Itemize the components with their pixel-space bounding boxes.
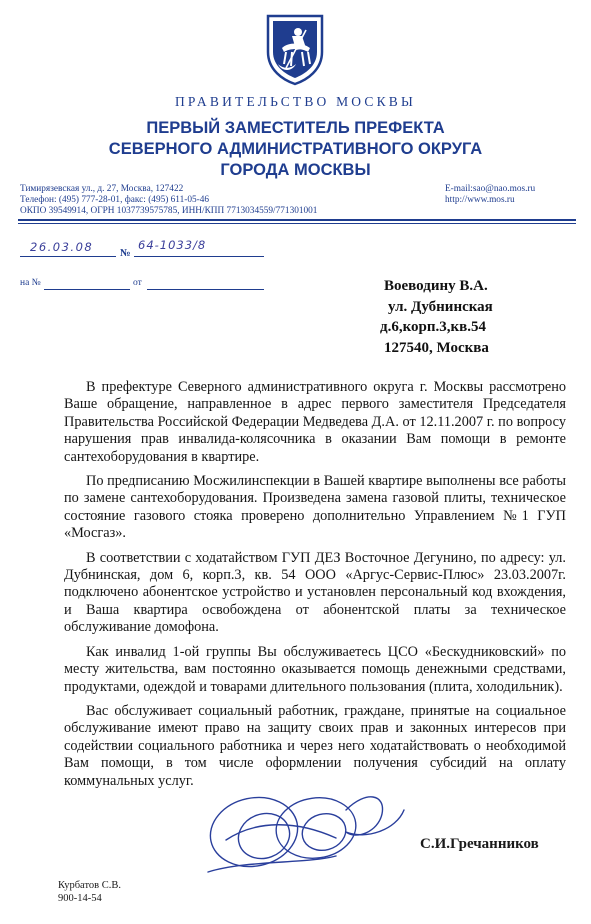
online-contacts	[445, 184, 535, 206]
recipient-line: д.6,корп.3,кв.54	[380, 319, 487, 335]
body-paragraph: В префектуре Северного административного округа г. Москвы рассмотрено Ваше обращение, направленное в адрес первого заместителя Председателя Правительства Российской Федерации Медведева Д.А. от 12.11.2007 г. по вопросу нарушения прав инвалида-колясочника в оказании Вам помощи в ремонте сантехоборудования в квартире.	[64, 379, 566, 465]
body-paragraph: В соответствии с ходатайством ГУП ДЕЗ Восточное Дегунино, по адресу: ул. Дубнинская, дом 6, корп.3, кв. 54 ООО «Аргус-Сервис-Плюс» 23.03.2007г. подключено абонентское устройство и установлен персональный код вхождения, и Ваша квартира освобождена от абонентской платы за техническое обслуживание домофона.	[64, 549, 566, 636]
address-text: Тимирязевская ул., д. 27, Москва, 127422	[20, 184, 184, 194]
signer-name: С.И.Гречанников	[420, 836, 539, 852]
handwritten-date: 26.03.08	[30, 240, 94, 254]
body-paragraph: Как инвалид 1-ой группы Вы обслуживаетесь ЦСО «Бескудниковский» по месту жительства, вам постоянно оказывается помощь денежными средствами, продуктами, одеждой и товарами длительного пользования (плита, холодильник).	[64, 643, 566, 695]
reference-number-label: на №	[20, 278, 41, 288]
executor-name: Курбатов С.В.	[58, 880, 121, 891]
date-underline	[20, 256, 116, 257]
header-divider	[18, 219, 576, 221]
reference-number-underline	[44, 289, 130, 290]
phone-text: Телефон: (495) 777-28-01, факс: (495) 611-05-46	[20, 195, 210, 205]
website-link[interactable]: http://www.mos.ru	[445, 195, 515, 205]
recipient-block	[380, 276, 493, 358]
email-link[interactable]: E-mail:sao@nao.mos.ru	[445, 184, 536, 194]
office-title	[0, 118, 591, 181]
government-title: ПРАВИТЕЛЬСТВО МОСКВЫ	[174, 94, 416, 109]
body-paragraph: Вас обслуживает социальный работник, граждане, принятые на социальное обслуживание имеют право на защиту своих прав и законных интересов при содействии социального работника и через него ходатайствовать о необходимой Вам помощи, в том числе оформлении получения субсидий на оплату коммунальных услуг.	[64, 702, 566, 789]
handwritten-number: 64-1033/8	[138, 238, 207, 252]
number-sign: №	[120, 248, 131, 259]
executor-phone: 900-14-54	[58, 893, 102, 904]
codes-text: ОКПО 39549914, ОГРН 1037739575785, ИНН/КПП 7713034559/771301001	[20, 206, 318, 216]
recipient-line: 127540, Москва	[384, 339, 489, 356]
body-paragraph: По предписанию Мосжилинспекции в Вашей квартире выполнены все работы по замене сантехоборудования. Произведена замена газовой плиты, техническое состояние газового стояка проверено дополнительно Управлением №1 ГУП «Мосгаз».	[64, 473, 566, 542]
recipient-line: ул. Дубнинская	[388, 298, 493, 315]
contact-block	[20, 184, 317, 217]
reference-date-label: от	[133, 278, 142, 288]
recipient-line: Воеводину В.А.	[384, 278, 488, 294]
letter-body	[64, 379, 566, 790]
number-underline	[134, 256, 264, 257]
handwritten-signature	[196, 780, 410, 890]
office-title-line: ПЕРВЫЙ ЗАМЕСТИТЕЛЬ ПРЕФЕКТА	[146, 119, 445, 137]
moscow-coat-of-arms-icon	[262, 12, 328, 86]
office-title-line: ГОРОДА МОСКВЫ	[220, 161, 371, 179]
executor-block	[58, 879, 121, 905]
reference-date-underline	[147, 289, 264, 290]
office-title-line: СЕВЕРНОГО АДМИНИСТРАТИВНОГО ОКРУГА	[108, 140, 483, 158]
header-divider-thin	[18, 223, 576, 224]
